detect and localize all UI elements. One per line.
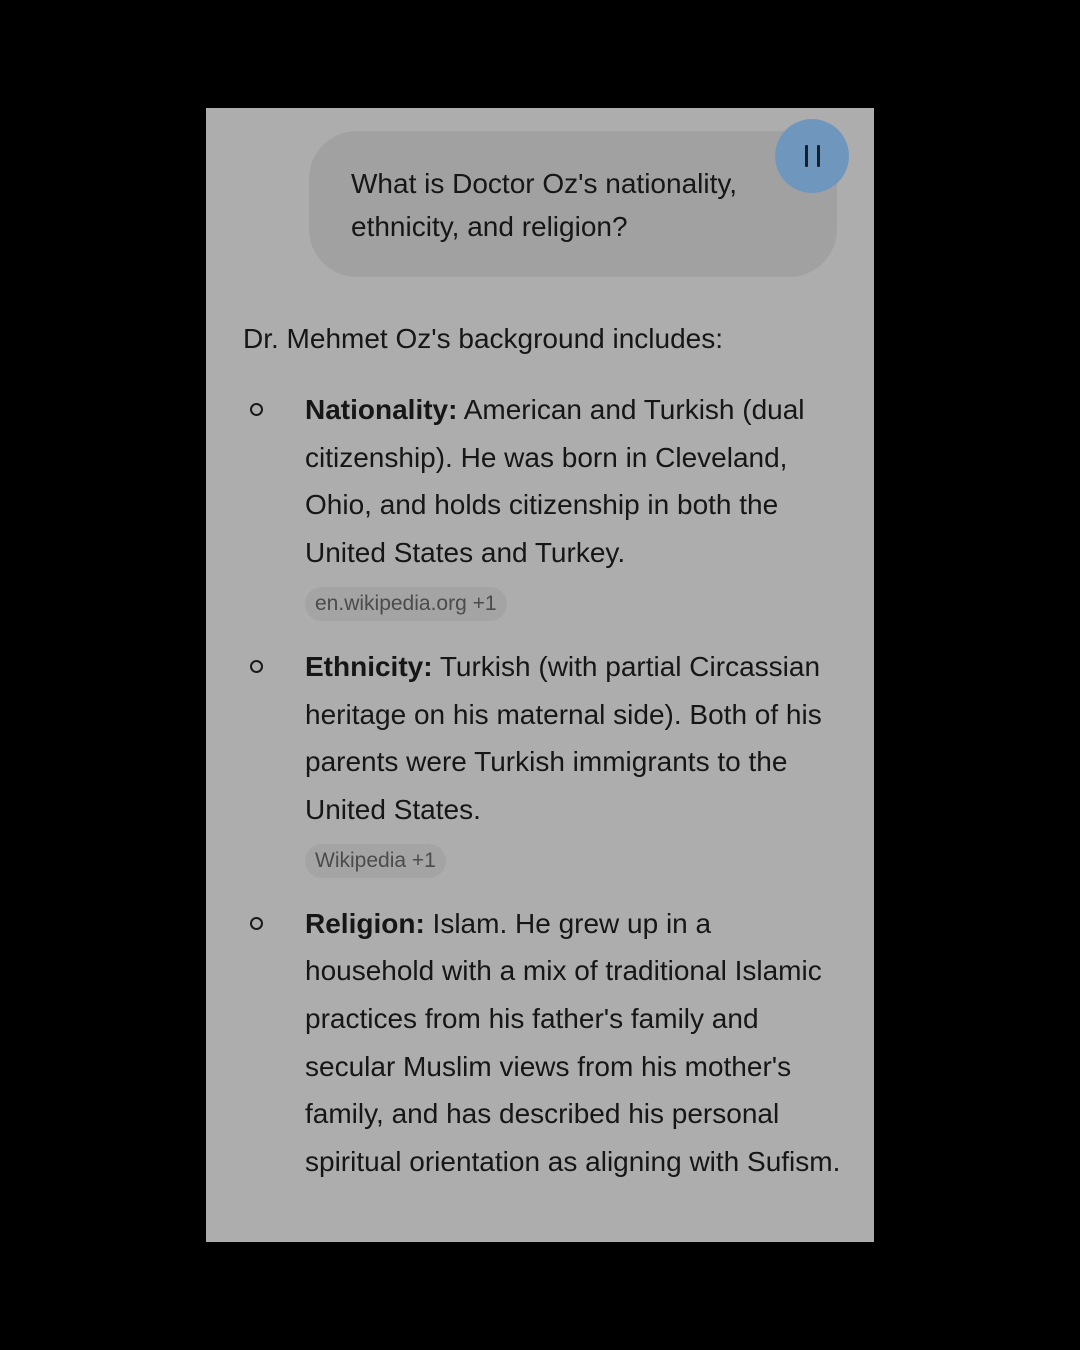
bullet-icon	[250, 660, 263, 673]
list-item-label: Religion:	[305, 907, 425, 939]
list-item-body: American and Turkish (dual citizenship). He was born in Cleveland, Ohio, and holds citizenship in both the United States and Turkey.	[305, 394, 805, 569]
source-chip[interactable]: Wikipedia +1	[305, 844, 446, 878]
response-intro: Dr. Mehmet Oz's background includes:	[243, 323, 724, 354]
list-item-nationality	[206, 386, 874, 621]
pause-button[interactable]	[775, 119, 849, 193]
pause-icon	[817, 145, 820, 167]
list-item-body: Islam. He grew up in a household with a mix of traditional Islamic practices from his father's family and secular Muslim views from his mother's family, and has described his personal spiritual orientation as aligning with Sufism.	[305, 907, 841, 1178]
list-item-ethnicity	[206, 643, 874, 878]
bullet-icon	[250, 917, 263, 930]
list-item-text	[305, 386, 844, 577]
list-item-body: Turkish (with partial Circassian heritage on his maternal side). Both of his parents were Turkish immigrants to the United States.	[305, 650, 822, 825]
user-query-text: What is Doctor Oz's nationality, ethnicity, and religion?	[351, 168, 738, 242]
list-item-text	[305, 643, 844, 834]
bullet-icon	[250, 403, 263, 416]
user-query-bubble	[309, 131, 837, 277]
list-item-label: Nationality:	[305, 394, 458, 425]
list-item-religion	[206, 900, 874, 1186]
list-item-text	[305, 900, 844, 1186]
list-item-label: Ethnicity:	[305, 650, 433, 682]
response-list	[206, 386, 874, 1208]
source-chip[interactable]: en.wikipedia.org +1	[305, 587, 507, 621]
chat-screen	[206, 108, 874, 1242]
pause-icon	[805, 145, 808, 167]
